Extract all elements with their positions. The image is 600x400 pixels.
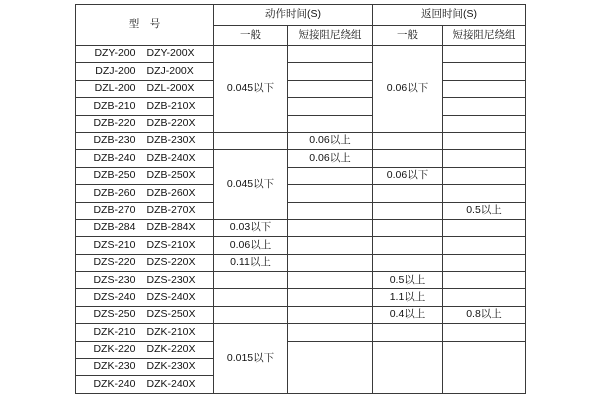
model-cell	[76, 254, 214, 271]
return_damped-cell	[443, 167, 526, 184]
model-label: DZB-250	[93, 169, 136, 182]
table-row	[76, 341, 526, 358]
model-label: DZS-230X	[146, 273, 196, 286]
model-cell	[76, 219, 214, 236]
table-row	[76, 185, 526, 202]
model-label: DZK-240	[93, 377, 136, 390]
model-label: DZB-284	[93, 221, 136, 234]
model-cell	[76, 359, 214, 376]
model-cell	[76, 46, 214, 63]
return_damped-cell	[443, 98, 526, 115]
return_general-cell	[373, 324, 443, 341]
model-label: DZK-230	[93, 360, 136, 373]
model-cell	[76, 324, 214, 341]
action_general-cell: 0.06以上	[214, 237, 288, 254]
action_general-cell: 0.03以下	[214, 219, 288, 236]
return_general-cell: 0.06以下	[373, 167, 443, 184]
return_general-cell	[373, 132, 443, 149]
model-label: DZB-270X	[146, 203, 196, 216]
return_general-cell	[373, 237, 443, 254]
model-cell	[76, 115, 214, 132]
table-row	[76, 80, 526, 97]
spec-table-body	[76, 46, 526, 394]
return_damped-cell: 0.8以上	[443, 306, 526, 323]
table-row	[76, 46, 526, 63]
action_damped-cell: 0.06以上	[288, 150, 373, 167]
header-action-general: 一般	[214, 26, 288, 46]
table-row	[76, 306, 526, 323]
return_general-cell	[373, 219, 443, 236]
model-label: DZB-220	[93, 116, 136, 129]
action_damped-cell	[288, 98, 373, 115]
table-row	[76, 150, 526, 167]
return_general-cell	[373, 202, 443, 219]
model-cell	[76, 237, 214, 254]
table-row	[76, 98, 526, 115]
table-row	[76, 219, 526, 236]
model-label: DZS-220X	[146, 256, 196, 269]
action_damped-cell	[288, 63, 373, 80]
header-model: 型 号	[76, 5, 214, 46]
table-row	[76, 289, 526, 306]
action_general-cell	[214, 272, 288, 289]
table-row	[76, 324, 526, 341]
return_general-cell: 0.5以上	[373, 272, 443, 289]
model-cell	[76, 80, 214, 97]
return_damped-cell	[443, 63, 526, 80]
model-label: DZS-230	[93, 273, 136, 286]
return_general-cell	[373, 341, 443, 393]
spec-table-header	[76, 5, 526, 46]
return_damped-cell	[443, 80, 526, 97]
model-label: DZS-210	[93, 238, 136, 251]
model-label: DZK-240X	[146, 377, 196, 390]
action_damped-cell	[288, 324, 373, 341]
action_damped-cell	[288, 272, 373, 289]
table-row	[76, 115, 526, 132]
model-label: DZK-210X	[146, 325, 196, 338]
model-label: DZB-240X	[146, 151, 196, 164]
model-cell	[76, 150, 214, 167]
model-label: DZB-250X	[146, 169, 196, 182]
model-cell	[76, 289, 214, 306]
header-return-time: 返回时间(S)	[373, 5, 526, 26]
model-cell	[76, 306, 214, 323]
spec-table	[75, 4, 526, 394]
model-label: DZL-200X	[146, 82, 195, 95]
action_general-cell	[214, 289, 288, 306]
model-label: DZB-230	[93, 134, 136, 147]
action_damped-cell	[288, 289, 373, 306]
model-cell	[76, 272, 214, 289]
action_damped-cell	[288, 185, 373, 202]
model-label: DZK-220	[93, 343, 136, 356]
action_damped-cell	[288, 46, 373, 63]
action_general-cell: 0.045以下	[214, 150, 288, 220]
model-cell	[76, 185, 214, 202]
model-label: DZL-200	[94, 82, 136, 95]
action_damped-cell	[288, 115, 373, 132]
return_damped-cell	[443, 219, 526, 236]
model-label: DZS-250	[93, 308, 136, 321]
model-label: DZB-240	[93, 151, 136, 164]
model-label: DZJ-200	[95, 64, 136, 77]
model-label: DZY-200X	[146, 47, 195, 60]
model-cell	[76, 63, 214, 80]
return_general-cell: 0.06以下	[373, 46, 443, 133]
header-return-damped: 短接阻尼绕组	[443, 26, 526, 46]
return_damped-cell	[443, 341, 526, 393]
action_damped-cell: 0.06以上	[288, 132, 373, 149]
return_damped-cell: 0.5以上	[443, 202, 526, 219]
return_damped-cell	[443, 254, 526, 271]
model-label: DZB-230X	[146, 134, 196, 147]
model-label: DZS-240X	[146, 290, 196, 303]
header-action-damped: 短接阻尼绕组	[288, 26, 373, 46]
table-row	[76, 63, 526, 80]
action_general-cell: 0.015以下	[214, 324, 288, 394]
return_damped-cell	[443, 132, 526, 149]
return_damped-cell	[443, 185, 526, 202]
model-cell	[76, 132, 214, 149]
table-row	[76, 254, 526, 271]
return_general-cell	[373, 150, 443, 167]
action_general-cell	[214, 132, 288, 149]
table-row	[76, 272, 526, 289]
return_general-cell: 0.4以上	[373, 306, 443, 323]
model-label: DZK-230X	[146, 360, 196, 373]
model-label: DZS-220	[93, 256, 136, 269]
model-cell	[76, 341, 214, 358]
return_damped-cell	[443, 237, 526, 254]
model-label: DZB-260	[93, 186, 136, 199]
action_damped-cell	[288, 80, 373, 97]
action_general-cell: 0.11以上	[214, 254, 288, 271]
model-label: DZS-240	[93, 290, 136, 303]
model-cell	[76, 202, 214, 219]
action_damped-cell	[288, 306, 373, 323]
header-return-general: 一般	[373, 26, 443, 46]
return_general-cell: 1.1以上	[373, 289, 443, 306]
action_damped-cell	[288, 254, 373, 271]
action_general-cell: 0.045以下	[214, 46, 288, 133]
model-label: DZS-250X	[146, 308, 196, 321]
return_damped-cell	[443, 115, 526, 132]
return_damped-cell	[443, 324, 526, 341]
return_damped-cell	[443, 272, 526, 289]
return_general-cell	[373, 254, 443, 271]
return_general-cell	[373, 185, 443, 202]
action_damped-cell	[288, 167, 373, 184]
action_general-cell	[214, 306, 288, 323]
model-label: DZY-200	[94, 47, 136, 60]
action_damped-cell	[288, 341, 373, 393]
model-label: DZB-210	[93, 99, 136, 112]
model-cell	[76, 167, 214, 184]
table-row	[76, 202, 526, 219]
header-row-groups	[76, 5, 526, 26]
model-label: DZB-270	[93, 203, 136, 216]
model-label: DZB-284X	[146, 221, 196, 234]
return_damped-cell	[443, 150, 526, 167]
model-label: DZB-260X	[146, 186, 196, 199]
model-cell	[76, 376, 214, 393]
model-label: DZJ-200X	[146, 64, 194, 77]
table-row	[76, 132, 526, 149]
model-label: DZB-210X	[146, 99, 196, 112]
model-cell	[76, 98, 214, 115]
model-label: DZK-220X	[146, 343, 196, 356]
header-action-time: 动作时间(S)	[214, 5, 373, 26]
action_damped-cell	[288, 202, 373, 219]
model-label: DZB-220X	[146, 116, 196, 129]
return_damped-cell	[443, 289, 526, 306]
model-label: DZS-210X	[146, 238, 196, 251]
model-label: DZK-210	[93, 325, 136, 338]
action_damped-cell	[288, 219, 373, 236]
action_damped-cell	[288, 237, 373, 254]
table-row	[76, 167, 526, 184]
table-row	[76, 237, 526, 254]
return_damped-cell	[443, 46, 526, 63]
